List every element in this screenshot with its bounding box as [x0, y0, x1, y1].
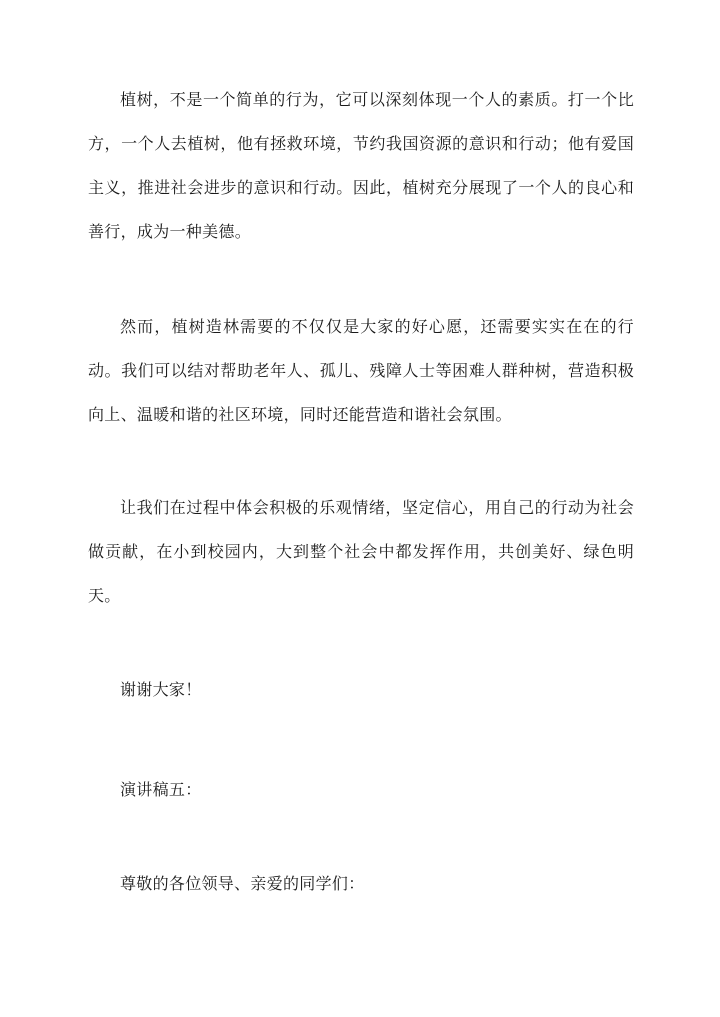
- salutation: 尊敬的各位领导、亲爱的同学们：: [120, 874, 365, 893]
- paragraph-positive-emotion: 让我们在过程中体会积极的乐观情绪，坚定信心，用自己的行动为社会做贡献，在小到校园内，大到整个社会中都发挥作用，共创美好、绿色明天。: [88, 498, 634, 605]
- paragraph-tree-planting-virtue: 植树，不是一个简单的行为，它可以深刻体现一个人的素质。打一个比方，一个人去植树，他有拯救环境，节约我国资源的意识和行动；他有爱国主义，推进社会进步的意识和行动。因此，植树充分展现了一个人的良心和善行，成为一种美德。: [88, 90, 634, 241]
- speech-five-heading: 演讲稿五：: [120, 780, 202, 799]
- paragraph-real-action: 然而，植树造林需要的不仅仅是大家的好心愿，还需要实实在在的行动。我们可以结对帮助老年人、孤儿、残障人士等困难人群种树，营造积极向上、温暖和谐的社区环境，同时还能营造和谐社会氛围。: [88, 317, 634, 424]
- paragraph-thanks: 谢谢大家！: [120, 680, 202, 699]
